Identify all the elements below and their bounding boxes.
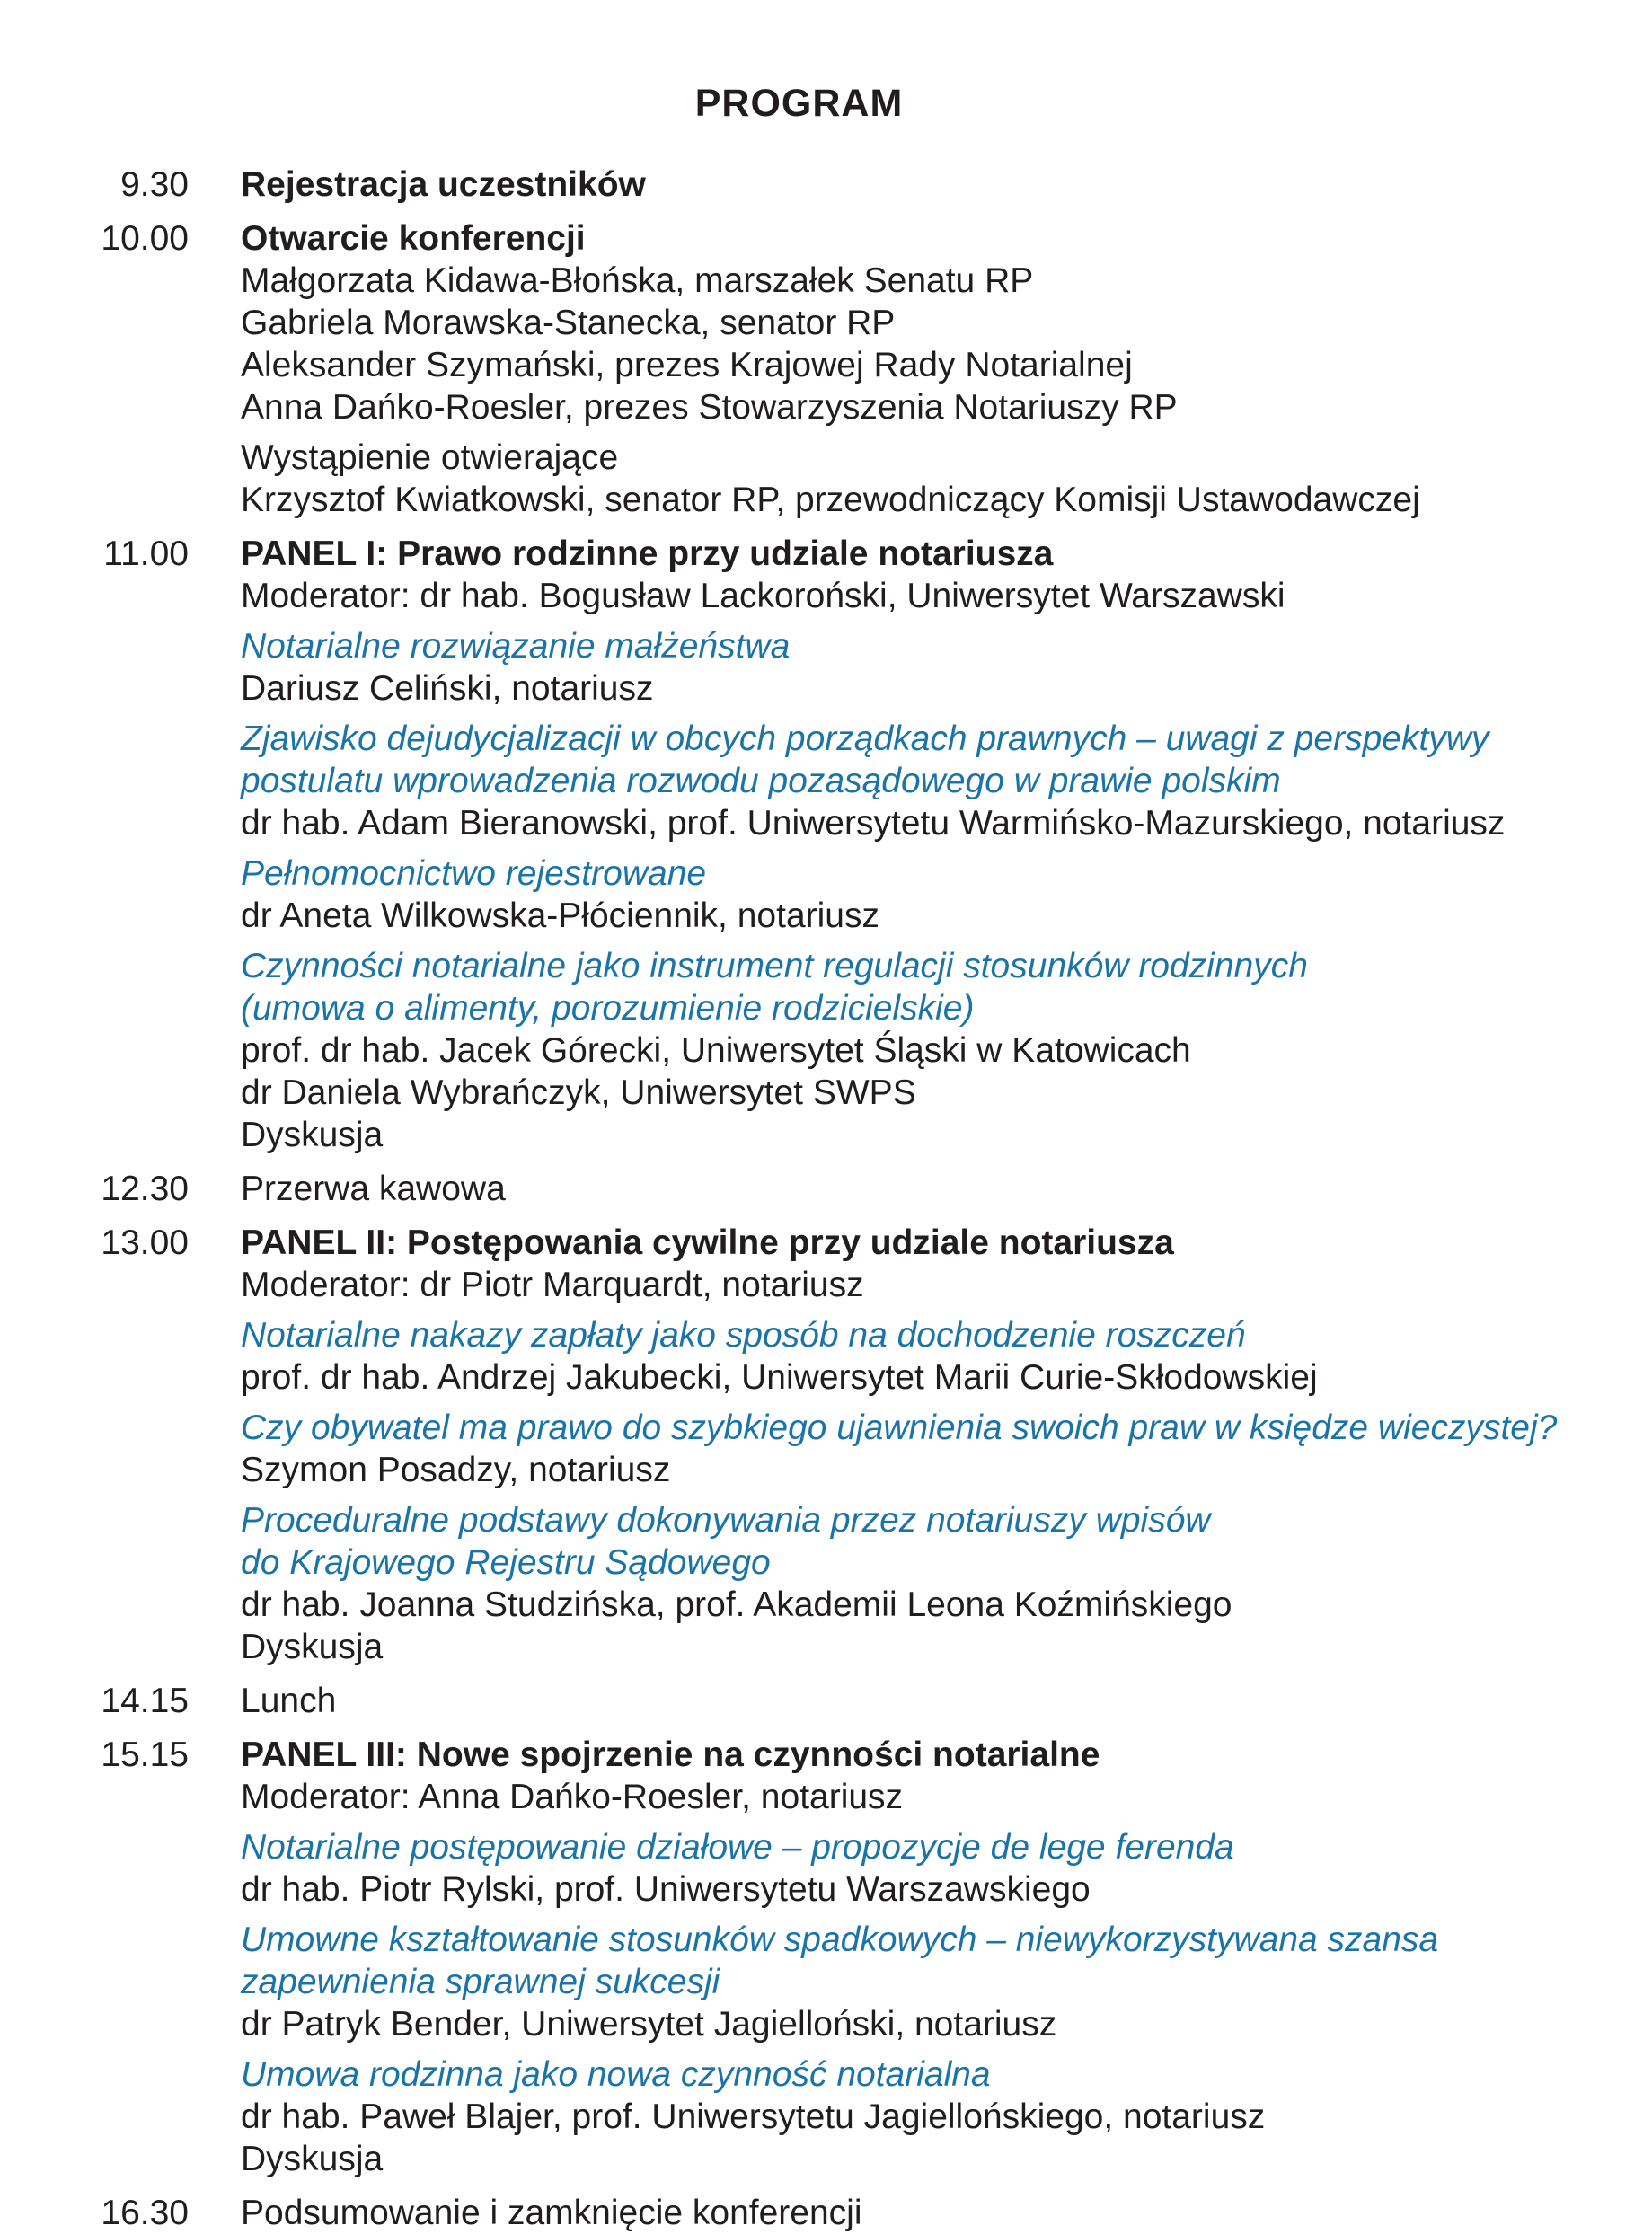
speaker-line: dr hab. Adam Bieranowski, prof. Uniwersytetu Warmińsko-Mazurskiego, notariusz — [241, 804, 1506, 843]
speaker-line: dr Patryk Bender, Uniwersytet Jagielloński, notariusz — [241, 2005, 1057, 2044]
talk-title: zapewnienia sprawnej sukcesji — [241, 1963, 720, 2001]
session-group — [241, 945, 1505, 1156]
schedule-row — [0, 1222, 1598, 1668]
speaker-line: Gabriela Morawska-Stanecka, senator RP — [241, 304, 896, 342]
schedule-row — [0, 1168, 1598, 1210]
speaker-line: Lunch — [241, 1682, 337, 1720]
session-group — [241, 2192, 862, 2234]
talk-title: Umowne kształtowanie stosunków spadkowych – niewykorzystywana szansa — [241, 1921, 1439, 1959]
slot-content — [189, 533, 1505, 1156]
talk-title: Czynności notarialne jako instrument regulacji stosunków rodzinnych — [241, 947, 1308, 985]
talk-title: Czy obywatel ma prawo do szybkiego ujawnienia swoich praw w księdze wieczystej? — [241, 1408, 1558, 1447]
session-group — [241, 852, 1505, 937]
schedule-row — [0, 1734, 1598, 2180]
slot-content — [189, 163, 646, 206]
time-label: 9.30 — [120, 165, 189, 204]
schedule-row — [0, 2192, 1598, 2234]
talk-title: postulatu wprowadzenia rozwodu pozasądowego w prawie polskim — [241, 762, 1281, 800]
speaker-line: dr Daniela Wybrańczyk, Uniwersytet SWPS — [241, 1073, 916, 1112]
speaker-line: Krzysztof Kwiatkowski, senator RP, przewodniczący Komisji Ustawodawczej — [241, 481, 1420, 519]
session-group — [241, 1734, 1438, 1818]
speaker-line: dr hab. Piotr Rylski, prof. Uniwersytetu Warszawskiego — [241, 1870, 1091, 1909]
time-label: 12.30 — [101, 1170, 189, 1208]
slot-content — [189, 1222, 1557, 1668]
slot-content — [189, 217, 1420, 521]
speaker-line: prof. dr hab. Andrzej Jakubecki, Uniwersytet Marii Curie-Skłodowskiej — [241, 1358, 1318, 1397]
talk-title: do Krajowego Rejestru Sądowego — [241, 1543, 771, 1582]
speaker-line: Dyskusja — [241, 1116, 384, 1154]
speaker-line: Dyskusja — [241, 2140, 384, 2178]
time-label: 16.30 — [101, 2194, 189, 2232]
session-group — [241, 1499, 1557, 1668]
session-heading: Rejestracja uczestników — [241, 165, 646, 204]
talk-title: Pełnomocnictwo rejestrowane — [241, 854, 707, 893]
session-group — [241, 1919, 1438, 2045]
time-label: 11.00 — [103, 534, 189, 573]
schedule-row — [0, 217, 1598, 521]
slot-content — [189, 1734, 1438, 2180]
speaker-line: Anna Dańko-Roesler, prezes Stowarzyszenia Notariuszy RP — [241, 388, 1178, 427]
speaker-line: Przerwa kawowa — [241, 1170, 506, 1208]
schedule — [0, 163, 1598, 2234]
speaker-line: Podsumowanie i zamknięcie konferencji — [241, 2194, 862, 2232]
speaker-line: dr Aneta Wilkowska-Płóciennik, notariusz — [241, 896, 879, 935]
session-group — [241, 1680, 336, 1722]
talk-title: Notarialne postępowanie działowe – propozycje de lege ferenda — [241, 1828, 1234, 1867]
session-group — [241, 1222, 1557, 1306]
talk-title: Notarialne rozwiązanie małżeństwa — [241, 627, 791, 666]
talk-title: Notarialne nakazy zapłaty jako sposób na dochodzenie roszczeń — [241, 1316, 1246, 1355]
talk-title: Zjawisko dejudycjalizacji w obcych porządkach prawnych – uwagi z perspektywy — [241, 720, 1489, 758]
session-group — [241, 2053, 1438, 2180]
speaker-line: Moderator: Anna Dańko-Roesler, notariusz — [241, 1778, 904, 1816]
session-heading: PANEL III: Nowe spojrzenie na czynności notarialne — [241, 1735, 1100, 1774]
session-heading: Otwarcie konferencji — [241, 219, 586, 258]
time-label: 13.00 — [101, 1223, 189, 1262]
session-heading: PANEL I: Prawo rodzinne przy udziale notariusza — [241, 534, 1054, 573]
schedule-row — [0, 533, 1598, 1156]
session-group — [241, 1168, 506, 1210]
time-label: 15.15 — [101, 1735, 189, 1774]
speaker-line: Dyskusja — [241, 1628, 384, 1666]
speaker-line: Moderator: dr Piotr Marquardt, notariusz — [241, 1266, 864, 1304]
schedule-row — [0, 163, 1598, 206]
session-group — [241, 1826, 1438, 1911]
talk-title: Umowa rodzinna jako nowa czynność notarialna — [241, 2055, 991, 2094]
speaker-line: Moderator: dr hab. Bogusław Lackoroński, Uniwersytet Warszawski — [241, 577, 1285, 615]
schedule-row — [0, 1680, 1598, 1722]
session-group — [241, 1314, 1557, 1399]
slot-content — [189, 1680, 336, 1722]
speaker-line: Wystąpienie otwierające — [241, 438, 619, 477]
session-group — [241, 533, 1505, 617]
slot-content — [189, 1168, 506, 1210]
session-group — [241, 437, 1420, 521]
speaker-line: Szymon Posadzy, notariusz — [241, 1451, 671, 1489]
speaker-line: prof. dr hab. Jacek Górecki, Uniwersytet Śląski w Katowicach — [241, 1031, 1191, 1070]
session-group — [241, 1407, 1557, 1491]
talk-title: Proceduralne podstawy dokonywania przez notariuszy wpisów — [241, 1501, 1211, 1540]
speaker-line: dr hab. Joanna Studzińska, prof. Akademii Leona Koźmińskiego — [241, 1585, 1232, 1624]
speaker-line: Małgorzata Kidawa-Błońska, marszałek Senatu RP — [241, 261, 1034, 300]
session-group — [241, 217, 1420, 428]
session-heading: PANEL II: Postępowania cywilne przy udziale notariusza — [241, 1223, 1174, 1262]
time-label: 10.00 — [101, 219, 189, 258]
speaker-line: Aleksander Szymański, prezes Krajowej Rady Notarialnej — [241, 346, 1133, 384]
time-label: 14.15 — [101, 1682, 189, 1720]
talk-title: (umowa o alimenty, porozumienie rodzicielskie) — [241, 989, 975, 1028]
session-group — [241, 625, 1505, 710]
speaker-line: dr hab. Paweł Blajer, prof. Uniwersytetu Jagiellońskiego, notariusz — [241, 2097, 1266, 2136]
session-group — [241, 718, 1505, 844]
page-title: PROGRAM — [694, 82, 904, 125]
speaker-line: Dariusz Celiński, notariusz — [241, 669, 654, 708]
session-group — [241, 163, 646, 206]
slot-content — [189, 2192, 862, 2234]
